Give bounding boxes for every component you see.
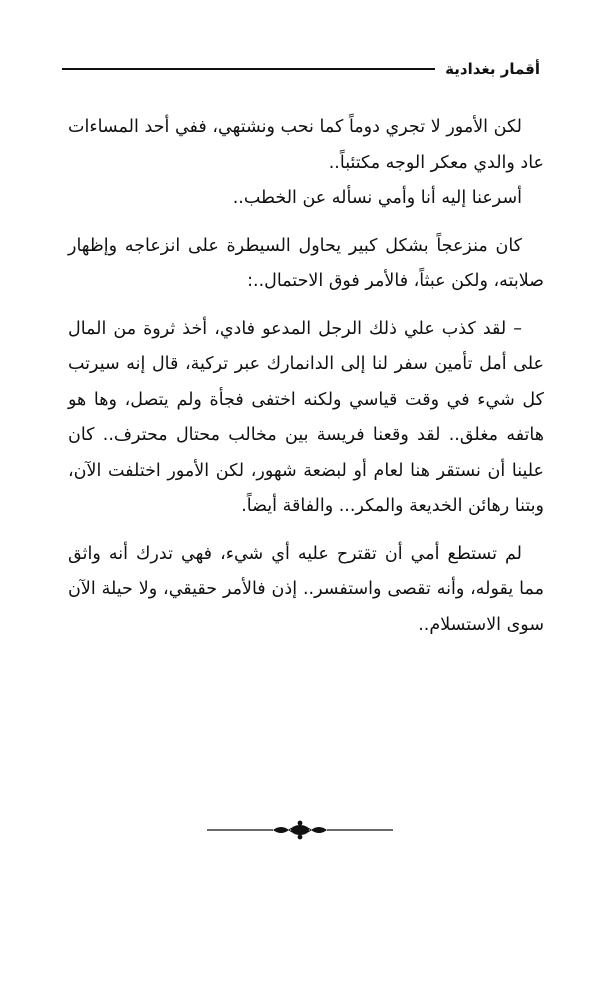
paragraph-2: أسرعنا إليه أنا وأمي نسأله عن الخطب.. xyxy=(232,188,522,208)
page-body xyxy=(68,110,544,643)
paragraph-1: لكن الأمور لا تجري دوماً كما نحب ونشتهي، ففي أحد المساءات عاد والدي معكر الوجه مكتئباً.. xyxy=(68,117,544,173)
paragraph-4: – لقد كذب علي ذلك الرجل المدعو فادي، أخذ ثروة من المال على أمل تأمين سفر لنا إلى الدانمارك عبر تركية، قال إنه سيرتب كل شيء في وقت قياسي ولكنه اختفى فجأة ولم يتصل، وها هو هاتفه مغلق.. لقد وقعنا فريسة بين مخالب محتال محترف.. كان علينا أن نستقر هنا لعام أو لبضعة شهور، لكن الأمور اختلفت الآن، وبتنا رهائن الخديعة والمكر... والفاقة أيضاً. xyxy=(68,318,544,516)
paragraph-3: كان منزعجاً بشكل كبير يحاول السيطرة على انزعاجه وإظهار صلابته، ولكن عبثاً، فالأمر فوق الاحتمال..: xyxy=(68,235,544,291)
book-title: أقمار بغدادية xyxy=(445,60,540,78)
divider-ornament-icon xyxy=(207,818,393,842)
running-header xyxy=(62,60,540,78)
paragraph-5: لم تستطع أمي أن تقترح عليه أي شيء، فهي تدرك أنه واثق مما يقوله، وأنه تقصى واستفسر.. إذن فالأمر حقيقي، ولا حيلة الآن سوى الاستسلام.. xyxy=(68,543,544,635)
header-rule xyxy=(62,68,435,70)
